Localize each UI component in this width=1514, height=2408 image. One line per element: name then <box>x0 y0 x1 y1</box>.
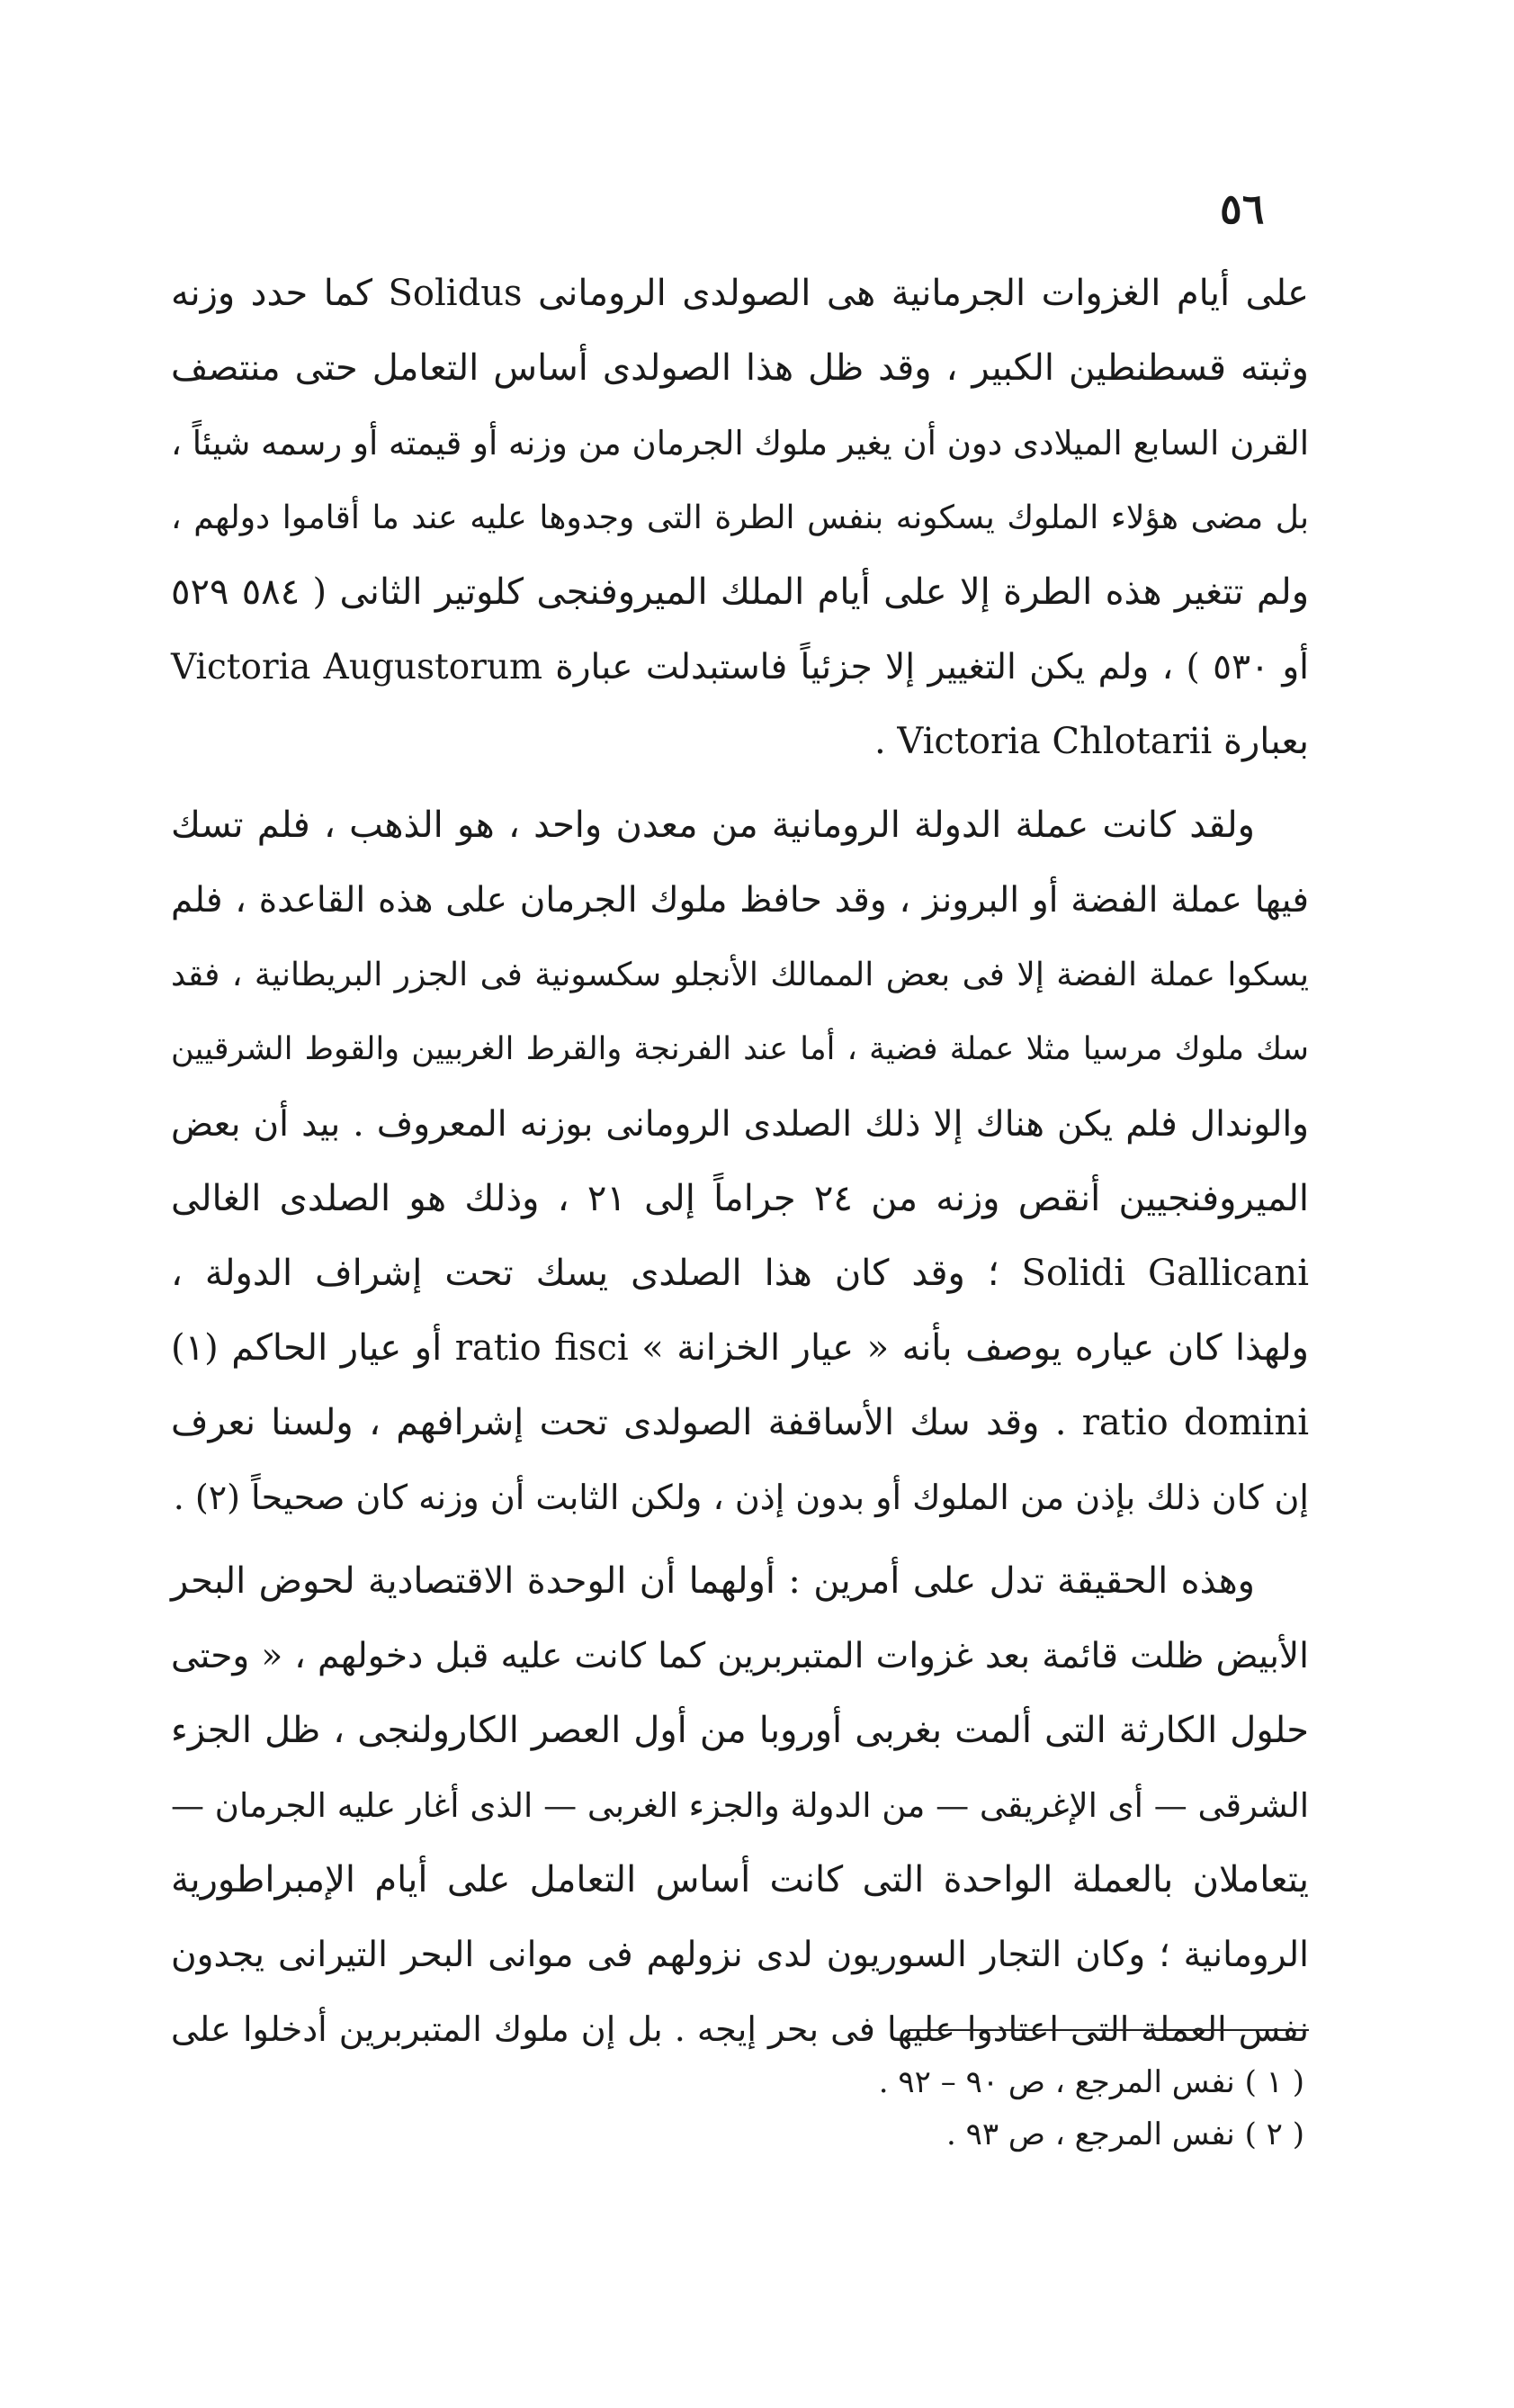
text-line: القرن السابع الميلادى دون أن يغير ملوك الجرمان من وزنه أو قيمته أو رسمه شيئاً ، <box>171 424 1309 463</box>
footnote-2: ( ٢ ) نفس المرجع ، ص ٩٣ . <box>945 2116 1304 2152</box>
text-line: الرومانية ؛ وكان التجار السوريون لدى نزولهم فى موانى البحر التيرانى يجدون <box>171 1935 1309 1975</box>
text-line: بعبارة Victoria Chlotarii . <box>873 721 1309 762</box>
text-line: فيها عملة الفضة أو البرونز ، وقد حافظ ملوك الجرمان على هذه القاعدة ، فلم <box>171 880 1309 921</box>
text-line: أو ٥٣٠ ) ، ولم يكن التغيير إلا جزئياً فاستبدلت عبارة Victoria Augustorum <box>171 647 1309 687</box>
text-line: وهذه الحقيقة تدل على أمرين : أولهما أن الوحدة الاقتصادية لحوض البحر <box>171 1560 1255 1602</box>
text-line: بل مضى هؤلاء الملوك يسكونه بنفس الطرة التى وجدوها عليه عند ما أقاموا دولهم ، <box>171 499 1309 536</box>
footnote-divider <box>909 2029 1309 2031</box>
paragraph-1 <box>171 256 1309 779</box>
text-line: Solidi Gallicani ؛ وقد كان هذا الصلدى يسك تحت إشراف الدولة ، <box>171 1253 1309 1294</box>
text-line: وثبته قسطنطين الكبير ، وقد ظل هذا الصولدى أساس التعامل حتى منتصف <box>171 347 1309 389</box>
text-line: والوندال فلم يكن هناك إلا ذلك الصلدى الرومانى بوزنه المعروف . بيد أن بعض <box>171 1104 1309 1145</box>
text-line: ولم تتغير هذه الطرة إلا على أيام الملك الميروفنجى كلوتير الثانى ( ٥٨٤ ٥٢٩ <box>171 571 1310 613</box>
body-text <box>171 256 1309 2067</box>
text-line: نفس العملة التى اعتادوا عليها فى بحر إيجه . بل إن ملوك المتبربرين أدخلوا على <box>171 2009 1309 2049</box>
text-line: حلول الكارثة التى ألمت بغربى أوروبا من أول العصر الكارولنجى ، ظل الجزء <box>171 1710 1309 1751</box>
paragraph-2 <box>171 788 1309 1535</box>
text-line: على أيام الغزوات الجرمانية هى الصولدى الرومانى Solidus كما حدد وزنه <box>171 273 1309 314</box>
text-line: ولقد كانت عملة الدولة الرومانية من معدن واحد ، هو الذهب ، فلم تسك <box>171 804 1255 846</box>
text-line: ratio domini . وقد سك الأساقفة الصولدى تحت إشرافهم ، ولسنا نعرف <box>171 1402 1309 1443</box>
text-line: سك ملوك مرسيا مثلا عملة فضية ، أما عند الفرنجة والقرط الغربيين والقوط الشرقيين <box>171 1031 1309 1067</box>
text-line: ولهذا كان عياره يوصف بأنه « عيار الخزانة » ratio fisci أو عيار الحاكم (١) <box>171 1327 1309 1369</box>
text-line: الأبيض ظلت قائمة بعد غزوات المتبربرين كما كانت عليه قبل دخولهم ، « وحتى <box>171 1636 1309 1676</box>
text-line: إن كان ذلك بإذن من الملوك أو بدون إذن ، ولكن الثابت أن وزنه كان صحيحاً (٢) . <box>173 1478 1309 1517</box>
text-line: الشرقى — أى الإغريقى — من الدولة والجزء الغربى — الذى أغار عليه الجرمان — <box>171 1786 1309 1825</box>
footnote-1: ( ١ ) نفس المرجع ، ص ٩٠ – ٩٢ . <box>878 2064 1304 2100</box>
paragraph-3 <box>171 1544 1309 2067</box>
footnotes <box>630 2056 1304 2161</box>
text-line: يسكوا عملة الفضة إلا فى بعض الممالك الأنجلو سكسونية فى الجزر البريطانية ، فقد <box>171 957 1309 993</box>
page-number: ٥٦ <box>1220 184 1265 233</box>
text-line: الميروفنجيين أنقص وزنه من ٢٤ جراماً إلى ٢١ ، وذلك هو الصلدى الغالى <box>171 1178 1309 1219</box>
text-line: يتعاملان بالعملة الواحدة التى كانت أساس التعامل على أيام الإمبراطورية <box>171 1859 1309 1900</box>
